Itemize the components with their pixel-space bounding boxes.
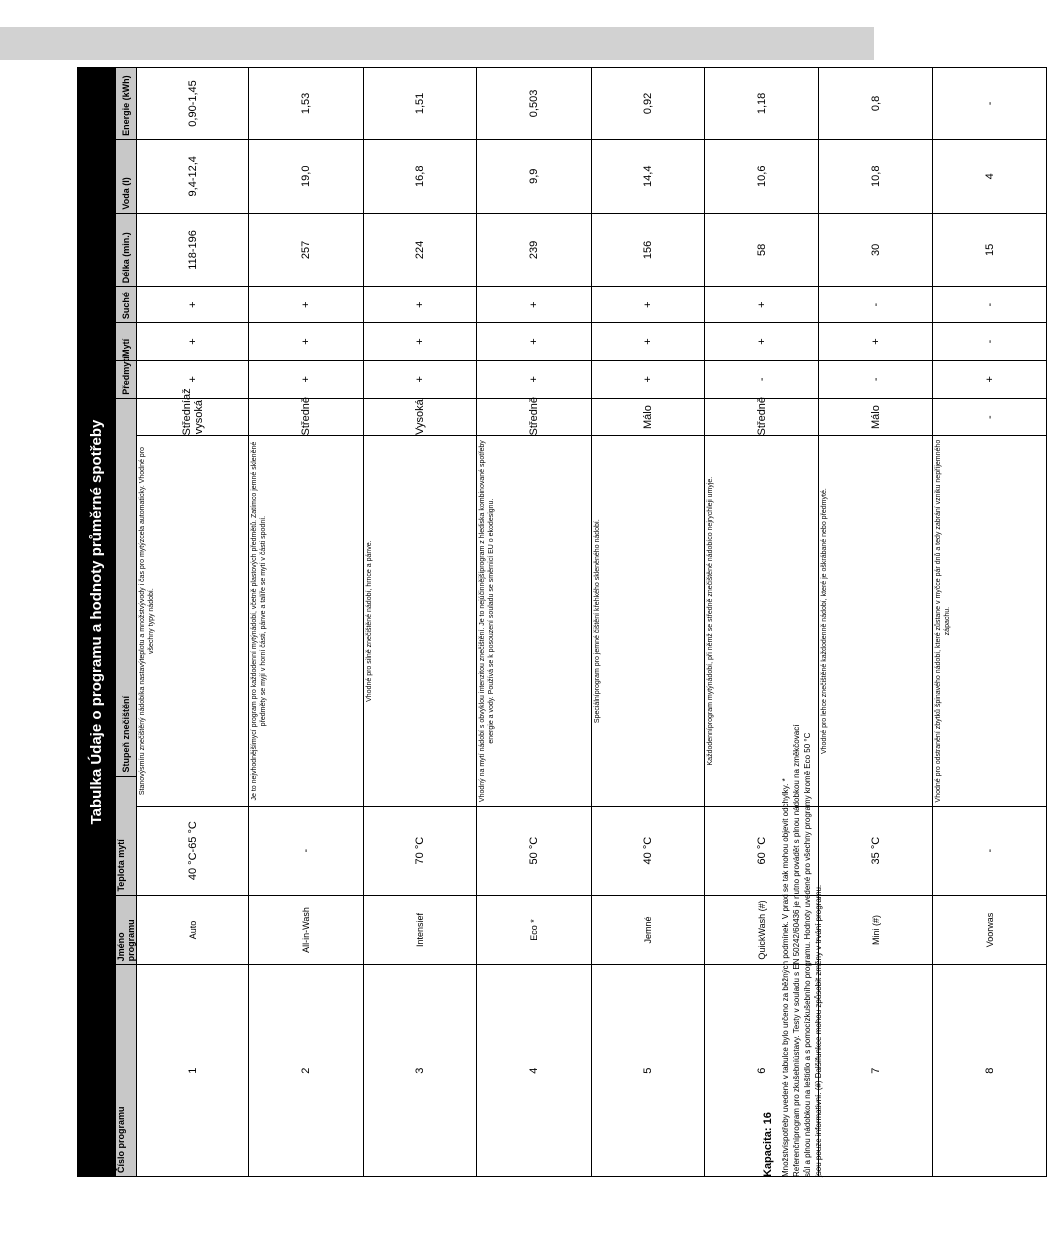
program-wash: + [477,323,592,361]
program-temperature: 50 °C [477,806,592,895]
program-soil-level: Středně [477,398,592,436]
program-wash: + [819,323,933,361]
program-energy: 0,92 [592,68,705,140]
program-description: Speciálníprogram pro jemné čištění křehkého skleněného nádobí. [592,436,705,806]
program-name: Jemné [592,895,705,965]
program-row [249,68,364,1177]
program-prewash: + [933,360,1047,398]
program-name: QuickWash (#) [705,895,819,965]
program-wash: + [592,323,705,361]
header-soil-level: Stupeň znečištění [116,398,137,776]
program-dry: + [477,287,592,323]
header-water: Voda (l) [116,139,137,213]
program-description: Je to nejvhodnějšímycí program pro každodenní mytýnádobí, včetně plastových předmětů. Zatímco jemné skleněné předměty se myjí v horní části, pánve a talíře se mytí v části spodní. [249,436,364,806]
program-wash: + [364,323,477,361]
header-duration: Délka (min.) [116,213,137,287]
program-name: Intensief [364,895,477,965]
program-dry: + [364,287,477,323]
program-temperature: 40 °C-65 °C [137,806,249,895]
capacity-text: Kapacita: 16 [762,1112,774,1177]
program-name: Mini (#) [819,895,933,965]
program-energy: 1,51 [364,68,477,140]
program-row [592,68,705,1177]
program-prewash: + [592,360,705,398]
program-prewash: + [249,360,364,398]
program-name: Eco * [477,895,592,965]
program-soil-level: Středně [249,398,364,436]
program-energy: 1,53 [249,68,364,140]
program-soil-level: Středníaž vysoká [137,398,249,436]
program-duration: 58 [705,213,819,287]
program-dry: + [249,287,364,323]
program-water: 10,6 [705,139,819,213]
program-description: Vhodné pro odstranění zbytků špinavého nádobí, které zůstane v myčce pár dnů a tedy zabrání vzniku nepříjemného zápachu. [933,436,1047,806]
program-energy: 0,503 [477,68,592,140]
program-water: 9,4-12,4 [137,139,249,213]
program-row [477,68,592,1177]
program-duration: 224 [364,213,477,287]
header-prewash: Předmytí [116,360,137,398]
program-duration: 239 [477,213,592,287]
program-wash: - [933,323,1047,361]
program-dry: + [705,287,819,323]
header-temperature: Teplota mytí [116,776,137,895]
program-description: Vhodné pro lehce znečištěné každodenně nádobí, které je oškrábané nebo předmyté. [819,436,933,806]
program-duration: 257 [249,213,364,287]
program-prewash: - [819,360,933,398]
top-gray-bar [0,27,874,60]
program-dry: - [819,287,933,323]
footnote-text: Množstvíspotřeby uvedené v tabulce bylo určeno za běžných podmínek. V praxi se tak mohou objevit odchylky. * Referenčníprogram pro zkušebníústavy. Testy v souladu s EN 50242/60436 je nutno provádět s plnou nádobkou na změkčovací sůl a plnou nádobkou na leštidlo a s pomocízkušebního programu. Hodnoty uvedené pro všechny programy kromě Eco 50 °C jsou pouze informativní. (#) Dalšífunkce mohou způsobit změny v trvání programu. [781,724,823,1177]
program-dry: + [592,287,705,323]
program-temperature: 60 °C [705,806,819,895]
header-program-no: Číslo programu [116,965,137,1177]
program-dry: + [137,287,249,323]
program-water: 19,0 [249,139,364,213]
program-water: 4 [933,139,1047,213]
header-wash: Mytí [116,323,137,361]
program-number: 2 [249,965,364,1177]
program-prewash: - [705,360,819,398]
program-water: 10,8 [819,139,933,213]
program-description: Stanovýsmíru znečištěný nádobíka nastavýteplotu a množstvývody i čas pro mytýzcela automaticky. Vhodné pro všechny typy nádobí. [137,436,249,806]
program-number: 1 [137,965,249,1177]
program-description: Každodenníprogram mytýnádobí, při němž se středně znečištěné nádobíco nejrychleji umyje. [705,436,819,806]
program-description: Vhodný na mytí nádobí s obvyklou intenzitou znečištění. Je to nejúčinnějšíprogram z hlediska kombinované spotřeby energie a vody. Používá se k posouzení souladu se směrnicí EU o ekodesignu. [477,436,592,806]
notes-block [762,717,902,1177]
program-number: 7 [819,965,933,1177]
program-description: Vhodné pro silně znečištěné nádobí, hrnce a pánve. [364,436,477,806]
program-number: 5 [592,965,705,1177]
program-name: Auto [137,895,249,965]
program-number: 6 [705,965,819,1177]
program-row [137,68,249,1177]
program-dry: - [933,287,1047,323]
program-soil-level: Středně [705,398,819,436]
program-water: 14,4 [592,139,705,213]
program-name: All-in-Wash [249,895,364,965]
header-program-name: Jméno programu [116,895,137,965]
program-temperature: - [933,806,1047,895]
program-wash: + [705,323,819,361]
program-duration: 156 [592,213,705,287]
program-name: Voorwas [933,895,1047,965]
program-wash: + [249,323,364,361]
program-prewash: + [364,360,477,398]
program-duration: 15 [933,213,1047,287]
program-temperature: 35 °C [819,806,933,895]
program-prewash: + [477,360,592,398]
program-number: 4 [477,965,592,1177]
program-row [933,68,1047,1177]
program-wash: + [137,323,249,361]
program-energy: 0,90-1,45 [137,68,249,140]
program-row [364,68,477,1177]
table-title: Tabulka Údaje o programu a hodnoty průměrné spotřeby [78,68,116,1177]
header-dry: Suché [116,287,137,323]
program-water: 9,9 [477,139,592,213]
header-energy: Energie (kWh) [116,68,137,140]
program-duration: 118-196 [137,213,249,287]
program-soil-level: Vysoká [364,398,477,436]
program-water: 16,8 [364,139,477,213]
program-duration: 30 [819,213,933,287]
program-energy: - [933,68,1047,140]
program-temperature: 70 °C [364,806,477,895]
program-temperature: 40 °C [592,806,705,895]
program-soil-level: - [933,398,1047,436]
program-energy: 0,8 [819,68,933,140]
program-prewash: + [137,360,249,398]
program-temperature: - [249,806,364,895]
program-number: 3 [364,965,477,1177]
program-number: 8 [933,965,1047,1177]
program-energy: 1,18 [705,68,819,140]
program-soil-level: Málo [819,398,933,436]
program-soil-level: Málo [592,398,705,436]
